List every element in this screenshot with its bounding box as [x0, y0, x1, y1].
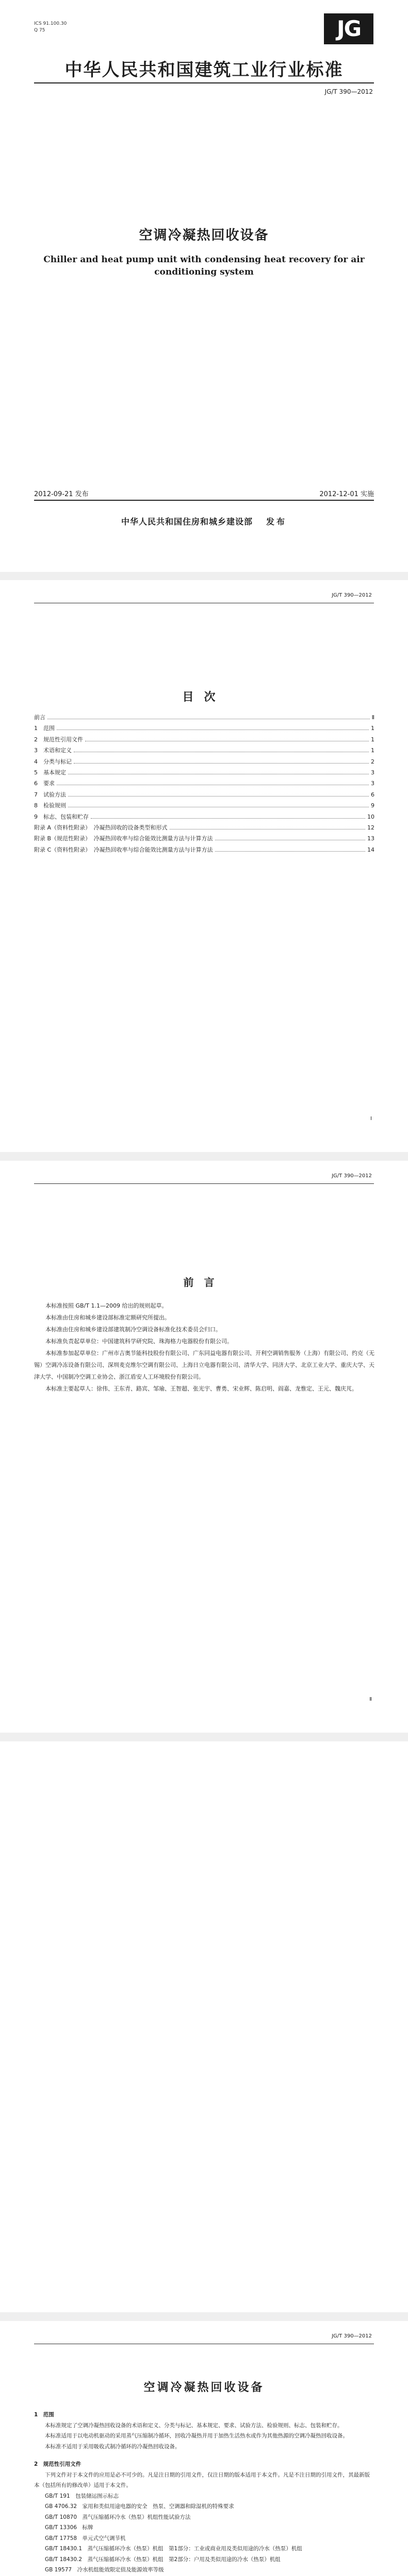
toc-item-page: 1 [371, 725, 374, 732]
toc-item-label: 4 分类与标记 [34, 758, 72, 765]
toc-item[interactable] [34, 811, 374, 822]
toc-item-page: 12 [367, 824, 374, 832]
toc-item-label: 9 标志、包装和贮存 [34, 813, 89, 820]
standard-number: JG/T 390—2012 [324, 88, 373, 95]
body-text [34, 2410, 374, 2576]
toc-list [34, 712, 374, 855]
ics-code: ICS 91.100.30 [34, 21, 67, 26]
foreword-paragraph: 本标准负责起草单位：中国建筑科学研究院、珠海格力电器股份有限公司。 [45, 1338, 233, 1345]
toc-item[interactable] [34, 712, 374, 723]
section-paragraph: 下列文件对于本文件的应用是必不可少的。凡是注日期的引用文件，仅注日期的版本适用于本文件。凡是不注日期的引用文件，其最新版本（包括所有的修改单）适用于本文件。 [34, 2471, 370, 2488]
toc-item-label: 2 规范性引用文件 [34, 736, 83, 743]
toc-leader-dots [215, 846, 365, 852]
section-paragraph: 本标准适用于以电动机驱动的采用蒸气压缩制冷循环，回收冷凝热并用于加热生活热水或作为其他热源的空调冷凝热回收设备。 [45, 2433, 348, 2439]
cover-title: 中华人民共和国建筑工业行业标准 [64, 60, 344, 80]
toc-leader-dots [91, 814, 365, 819]
body-sections [34, 2410, 374, 2576]
toc-item-label: 5 基本规定 [34, 769, 66, 776]
toc-leader-dots [47, 714, 370, 719]
toc-leader-dots [57, 725, 369, 730]
document-title-en: Chiller and heat pump unit with condensing heat recovery for air conditioning system [43, 255, 365, 277]
page-number: I [370, 1116, 372, 1122]
jg-logo: JG [324, 13, 373, 44]
toc-item-label: 8 检验规则 [34, 802, 66, 809]
toc-item[interactable] [34, 767, 374, 778]
toc-item-page: 1 [371, 747, 374, 754]
publish-word: 发布 [266, 517, 287, 527]
header-rule [34, 1183, 374, 1184]
cover-rule-top [34, 82, 374, 83]
toc-leader-dots [74, 758, 369, 764]
foreword-page [0, 1161, 408, 1733]
normative-reference: GB 19577 冷水机组能效限定值及能源效率等级 [45, 2567, 164, 2573]
toc-item-label: 附录 B（规范性附录） 冷凝热回收率与综合能效比测量方法与计算方法 [34, 835, 213, 842]
toc-item-label: 1 范围 [34, 725, 55, 732]
foreword-paragraph: 本标准由住房和城乡建设部标准定额研究所提出。 [45, 1314, 170, 1321]
foreword-paragraph: 本标准主要起草人：徐伟、王东青、路宾、邹瑜、王智超、张光宇、曹勇、宋业辉、陈启明、阎嘉、龙惟定、王元、魏庆芃。 [45, 1385, 357, 1392]
toc-title: 目次 [182, 691, 226, 704]
toc-item-label: 6 要求 [34, 780, 55, 787]
normative-reference: GB/T 17758 单元式空气调节机 [45, 2535, 126, 2541]
toc-leader-dots [68, 791, 369, 796]
normative-reference: GB 4706.32 家用和类似用途电器的安全 热泵、空调器和除湿机的特殊要求 [45, 2503, 234, 2510]
section-paragraph: 本标准规定了空调冷凝热回收设备的术语和定义、分类与标记、基本规定、要求、试验方法、检验规则、标志、包装和贮存。 [45, 2422, 343, 2429]
normative-reference: GB/T 191 包装储运图示标志 [45, 2493, 119, 2499]
toc-item-page: 9 [371, 802, 374, 809]
toc-leader-dots [74, 747, 369, 752]
toc-item-page: 6 [371, 791, 374, 798]
toc-item[interactable] [34, 756, 374, 767]
toc-item[interactable] [34, 778, 374, 789]
toc-item-page: 3 [371, 780, 374, 787]
cover-page [0, 0, 408, 572]
toc-item-page: 1 [371, 736, 374, 743]
normative-reference: GB/T 13306 标牌 [45, 2524, 93, 2531]
publisher [21, 515, 387, 527]
toc-item-label: 7 试验方法 [34, 791, 66, 798]
toc-item-page: 3 [371, 769, 374, 776]
toc-item-label: 附录 A（资料性附录） 冷凝热回收的设备类型和形式 [34, 824, 168, 832]
foreword-paragraph: 本标准由住房和城乡建设部建筑制冷空调设备标准化技术委员会归口。 [45, 1326, 221, 1333]
foreword-body [34, 1300, 374, 1395]
toc-item-page: 10 [367, 813, 374, 820]
toc-leader-dots [68, 769, 369, 774]
toc-item-label: 3 术语和定义 [34, 747, 72, 754]
publisher-name: 中华人民共和国住房和城乡建设部 [121, 517, 253, 527]
ccs-code: Q 75 [34, 28, 45, 33]
section-heading: 2 规范性引用文件 [34, 2461, 81, 2467]
page-header-number: JG/T 390—2012 [332, 592, 372, 598]
page-header-number: JG/T 390—2012 [332, 2333, 372, 2339]
toc-item[interactable] [34, 822, 374, 833]
foreword-title: 前言 [183, 1276, 225, 1289]
normative-reference: GB/T 18430.1 蒸气压缩循环冷水（热泵）机组 第1部分：工业或商业用及类似用途的冷水（热泵）机组 [45, 2546, 302, 2552]
toc-item[interactable] [34, 833, 374, 844]
toc-leader-dots [85, 736, 369, 741]
page-header-number: JG/T 390—2012 [332, 1173, 372, 1179]
toc-item-page: 2 [371, 758, 374, 765]
toc-leader-dots [57, 780, 369, 785]
toc-item[interactable] [34, 734, 374, 745]
implement-date: 2012-12-01 实施 [319, 490, 374, 498]
toc-leader-dots [215, 835, 365, 840]
foreword-paragraph: 本标准按照 GB/T 1.1—2009 给出的规则起草。 [45, 1302, 168, 1309]
toc-item-label: 前言 [34, 714, 45, 721]
toc-item-page: 13 [367, 835, 374, 842]
body-page [0, 2321, 408, 2576]
normative-reference: GB/T 10870 蒸气压缩循环冷水（热泵）机组性能试验方法 [45, 2514, 191, 2520]
section-paragraph: 本标准不适用于采用吸收式制冷循环的冷凝热回收设备。 [45, 2443, 181, 2450]
foreword-paragraph: 本标准参加起草单位：广州市吉奥节能科技股份有限公司、广东同益电器有限公司、开利空调销售服务（上海）有限公司、约克（无锡）空调冷冻设备有限公司、深圳麦克维尔空调有限公司、上海日立电器有限公司、清华大学、同济大学、北京工业大学、重庆大学、天津大学、中国制冷空调工业协会、浙江盾安人工环境股份有限公司。 [34, 1350, 374, 1380]
toc-item[interactable] [34, 789, 374, 800]
page-number: Ⅱ [369, 1697, 372, 1702]
cover-rule-bottom [34, 500, 374, 501]
toc-item[interactable] [34, 800, 374, 811]
normative-reference: GB/T 18430.2 蒸气压缩循环冷水（热泵）机组 第2部分：户用及类似用途的冷水（热泵）机组 [45, 2556, 281, 2563]
body-title: 空调冷凝热回收设备 [143, 2381, 265, 2394]
toc-leader-dots [170, 824, 365, 829]
toc-item-label: 附录 C（资料性附录） 冷凝热回收率与综合能效比测量方法与计算方法 [34, 846, 213, 853]
toc-item-page: Ⅱ [371, 714, 374, 721]
document-title-cn: 空调冷凝热回收设备 [139, 228, 269, 243]
toc-page [0, 580, 408, 1152]
section-heading: 1 范围 [34, 2412, 54, 2418]
toc-item[interactable] [34, 723, 374, 734]
blank-page [0, 1741, 408, 2312]
toc-item[interactable] [34, 844, 374, 855]
toc-leader-dots [68, 802, 369, 807]
publish-date: 2012-09-21 发布 [34, 490, 89, 498]
toc-item-page: 14 [367, 846, 374, 853]
cover-codes [34, 21, 67, 34]
toc-item[interactable] [34, 745, 374, 756]
